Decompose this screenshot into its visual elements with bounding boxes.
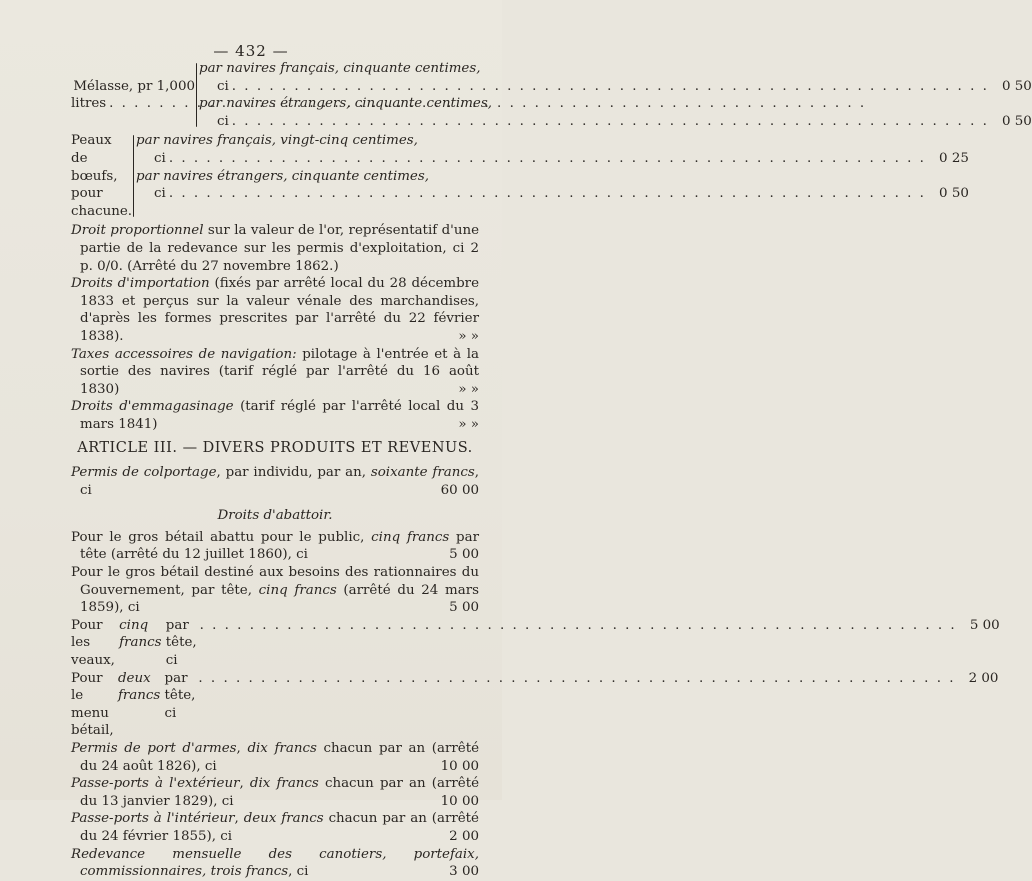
abattoir-title: Droits d'abattoir. (217, 508, 333, 524)
colportage-value: 60 00 (440, 482, 479, 498)
taxes-navigation-value: » » (458, 381, 479, 397)
redevance-value: 3 00 (449, 864, 479, 880)
peaux-fr-line: par navires français, vingt-cinq centimes, (136, 133, 418, 149)
emmagasinage-entry: Droits d'emmagasinage (tarif réglé par l'arrêté local du 3 mars 1841) » » (71, 399, 479, 432)
redevance-entry: Redevance mensuelle des canotiers, portefaix, commissionnaires, trois francs, ci 3 00 (71, 846, 479, 880)
page-content (71, 60, 1032, 881)
melasse-fr-line: par navires français, cinquante centimes, (199, 61, 481, 76)
peaux-entry: Peaux de bœufs, pour chacune. par navires français, vingt-cinq centimes, ci . . . 0 25 par navires étrangers, cinquante centimes, ci . . . 0 50 (71, 132, 479, 220)
menu-betail-entry: Pour le menu bétail, deux francs par tête, ci . . . 2 00 (71, 670, 479, 740)
droit-proportionnel-entry: Droit proportionnel sur la valeur de l'or, représentatif d'une partie de la redevance sur les permis d'exploitation, ci 2 p. 0/0. (Arrêté du 27 novembre 1862.) (71, 223, 479, 274)
peaux-et-value: 0 50 (939, 186, 969, 202)
gros-betail-gouv-entry: Pour le gros bétail destiné aux besoins des rationnaires du Gouvernement, par tête, cinq francs (arrêté du 24 mars 1859), ci 5 00 (71, 565, 479, 616)
peaux-fr-value: 0 25 (939, 150, 969, 166)
gros-betail-public-value: 5 00 (449, 547, 479, 563)
peaux-et-line: par navires étrangers, cinquante centimes, (136, 168, 429, 184)
colportage-entry: Permis de colportage, par individu, par an, soixante francs, ci 60 00 (71, 465, 479, 498)
taxes-navigation-entry: Taxes accessoires de navigation: pilotage à l'entrée et à la sortie des navires (tarif réglé par l'arrêté du 16 août 1830) » » (71, 346, 479, 397)
passeports-ext-entry: Passe-ports à l'extérieur, dix francs chacun par an (arrêté du 13 janvier 1829), ci 10 00 (71, 776, 480, 809)
permis-armes-entry: Permis de port d'armes, dix francs chacun par an (arrêté du 24 août 1826), ci 10 00 (71, 740, 480, 774)
passeports-int-value: 2 00 (449, 828, 479, 844)
emmagasinage-value: » » (458, 416, 479, 432)
peaux-unit: pour chacune. (71, 186, 133, 219)
droits-importation-value: » » (458, 328, 479, 344)
peaux-label: Peaux de bœufs, (71, 133, 118, 184)
gros-betail-gouv-value: 5 00 (449, 600, 479, 616)
melasse-fr-value: 0 50 (1002, 78, 1032, 94)
article-heading: ARTICLE III. — DIVERS PRODUITS ET REVENUS. (77, 440, 473, 457)
brace (133, 135, 134, 217)
melasse-entry: Mélasse, pr 1,000 litres . . . par navires français, cinquante centimes, ci . . . 0 50 par navires étrangers, cinquante centimes, ci . . . 0 50 (71, 60, 479, 130)
menu-betail-value: 2 00 (968, 670, 999, 686)
passeports-ext-value: 10 00 (440, 793, 479, 809)
gros-betail-public-entry: Pour le gros bétail abattu pour le public, cinq francs par tête (arrêté du 12 juillet 1860), ci 5 00 (71, 529, 479, 563)
melasse-unit: litres (71, 96, 107, 112)
page-number: — 432 — (213, 42, 289, 60)
brace (196, 63, 197, 127)
melasse-label: Mélasse, pr 1,000 (73, 78, 195, 94)
veaux-value: 5 00 (969, 617, 1000, 633)
melasse-et-line: par navires étrangers, cinquante centimes, (199, 96, 492, 112)
passeports-int-entry: Passe-ports à l'intérieur, deux francs chacun par an (arrêté du 24 février 1855), ci 2 00 (71, 811, 479, 844)
melasse-et-value: 0 50 (1002, 113, 1032, 129)
droits-importation-entry: Droits d'importation (fixés par arrêté local du 28 décembre 1833 et perçus sur la valeur vénale des marchandises, d'après les formes prescrites par l'arrêté du 22 février 1838). » » (71, 276, 479, 344)
veaux-entry: Pour les veaux, cinq francs par tête, ci . . . 5 00 (71, 617, 479, 670)
permis-armes-value: 10 00 (440, 758, 479, 774)
